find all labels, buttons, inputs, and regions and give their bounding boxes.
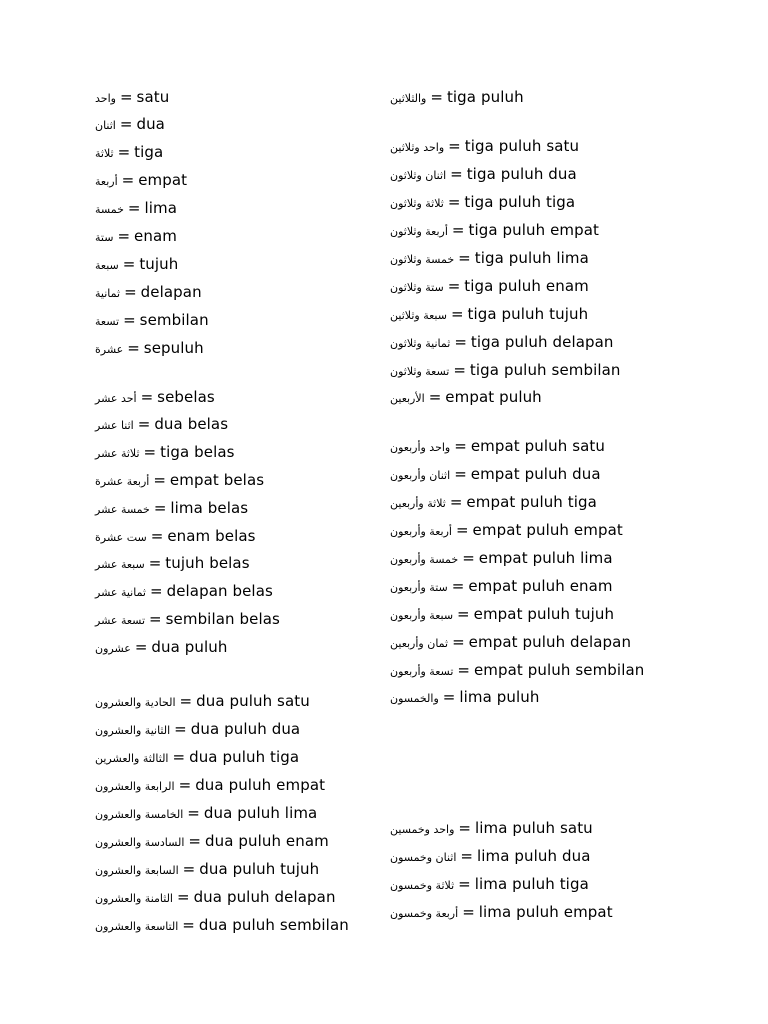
arabic-numeral-word: الثالثة والعشرين <box>95 752 169 765</box>
indonesian-numeral-word: dua puluh sembilan <box>198 916 349 934</box>
number-entry <box>95 691 310 711</box>
arabic-numeral-word: أربعة وأربعون <box>390 525 452 538</box>
equals-sign: = <box>137 415 151 433</box>
indonesian-numeral-word: enam <box>134 227 177 245</box>
equals-sign: = <box>454 465 467 483</box>
indonesian-numeral-word: lima puluh satu <box>475 819 593 837</box>
number-entry <box>95 114 165 134</box>
equals-sign: = <box>428 388 442 406</box>
indonesian-numeral-word: lima puluh empat <box>478 903 613 921</box>
equals-sign: = <box>117 227 131 245</box>
number-entry <box>390 87 524 107</box>
number-entry <box>95 859 319 879</box>
number-entry <box>390 520 623 540</box>
equals-sign: = <box>124 283 137 301</box>
arabic-numeral-word: الأربعين <box>390 392 425 405</box>
indonesian-numeral-word: empat puluh <box>445 388 542 406</box>
indonesian-numeral-word: tiga belas <box>160 443 235 461</box>
number-entry <box>390 902 613 922</box>
indonesian-numeral-word: dua puluh delapan <box>193 888 336 906</box>
indonesian-numeral-word: dua puluh <box>151 638 228 656</box>
indonesian-numeral-word: empat puluh dua <box>470 465 601 483</box>
arabic-numeral-word: اثنان <box>95 119 116 132</box>
arabic-numeral-word: ستة <box>95 231 114 244</box>
indonesian-numeral-word: dua puluh tiga <box>189 748 300 766</box>
arabic-numeral-word: ستة وثلاثون <box>390 281 444 294</box>
indonesian-numeral-word: empat <box>138 171 188 189</box>
arabic-numeral-word: ست عشرة <box>95 531 147 544</box>
indonesian-numeral-word: tujuh <box>139 255 179 273</box>
number-entry <box>95 226 177 246</box>
equals-sign: = <box>119 115 133 133</box>
arabic-numeral-word: التاسعة والعشرون <box>95 920 179 933</box>
equals-sign: = <box>450 165 463 183</box>
arabic-numeral-word: أربعة وخمسون <box>390 907 459 920</box>
equals-sign: = <box>182 916 195 934</box>
arabic-numeral-word: ثمانية <box>95 287 121 300</box>
arabic-numeral-word: اثنا عشر <box>95 419 134 432</box>
arabic-numeral-word: ثمانية وثلاثون <box>390 337 451 350</box>
indonesian-numeral-word: empat puluh lima <box>478 549 613 567</box>
number-entry <box>95 254 178 274</box>
equals-sign: = <box>450 305 464 323</box>
number-entry <box>390 576 613 596</box>
number-entry <box>390 660 644 680</box>
indonesian-numeral-word: tiga puluh tiga <box>464 193 576 211</box>
number-entry <box>390 248 589 268</box>
number-entry <box>390 304 588 324</box>
indonesian-numeral-word: dua puluh tujuh <box>199 860 320 878</box>
indonesian-numeral-word: dua puluh lima <box>203 804 318 822</box>
arabic-numeral-word: ثلاثة وخمسون <box>390 879 455 892</box>
indonesian-numeral-word: tiga puluh enam <box>464 277 589 295</box>
equals-sign: = <box>430 88 443 106</box>
arabic-numeral-word: اثنان وثلاثون <box>390 169 447 182</box>
equals-sign: = <box>150 582 163 600</box>
arabic-numeral-word: واحد وأربعون <box>390 441 451 454</box>
indonesian-numeral-word: empat puluh tiga <box>466 493 597 511</box>
indonesian-numeral-word: sembilan belas <box>165 610 280 628</box>
number-entry <box>390 846 591 866</box>
indonesian-numeral-word: tiga puluh lima <box>474 249 589 267</box>
indonesian-numeral-word: tiga puluh satu <box>464 137 580 155</box>
arabic-numeral-word: السادسة والعشرون <box>95 836 185 849</box>
arabic-numeral-word: الثامنة والعشرون <box>95 892 173 905</box>
arabic-numeral-word: واحد <box>95 92 116 105</box>
equals-sign: = <box>462 903 475 921</box>
arabic-numeral-word: سبعة وثلاثين <box>390 309 447 322</box>
equals-sign: = <box>179 692 193 710</box>
indonesian-numeral-word: sebelas <box>157 388 215 406</box>
number-entry <box>390 687 539 707</box>
number-entry <box>95 414 228 434</box>
number-entry <box>95 637 228 657</box>
equals-sign: = <box>153 471 166 489</box>
indonesian-numeral-word: tiga puluh sembilan <box>469 361 621 379</box>
arabic-numeral-word: ثمانية عشر <box>95 586 146 599</box>
number-entry <box>390 360 621 380</box>
equals-sign: = <box>458 819 471 837</box>
indonesian-numeral-word: tiga puluh empat <box>468 221 600 239</box>
equals-sign: = <box>134 638 148 656</box>
number-entry <box>95 310 209 330</box>
number-entry <box>390 632 631 652</box>
arabic-numeral-word: ثمان وأربعين <box>390 637 449 650</box>
number-entry <box>95 915 349 935</box>
number-entry <box>95 526 256 546</box>
equals-sign: = <box>451 221 465 239</box>
indonesian-numeral-word: lima puluh tiga <box>474 875 589 893</box>
indonesian-numeral-word: empat puluh enam <box>468 577 613 595</box>
number-entry <box>95 470 264 490</box>
arabic-numeral-word: خمسة وثلاثون <box>390 253 455 266</box>
number-entry <box>95 609 280 629</box>
arabic-numeral-word: عشرون <box>95 642 131 655</box>
equals-sign: = <box>442 688 456 706</box>
arabic-numeral-word: تسعة <box>95 315 120 328</box>
indonesian-numeral-word: dua puluh satu <box>196 692 310 710</box>
arabic-numeral-word: والخمسون <box>390 692 439 705</box>
arabic-numeral-word: ثلاثة <box>95 147 114 160</box>
arabic-numeral-word: واحد وخمسين <box>390 823 455 836</box>
number-entry <box>95 747 299 767</box>
equals-sign: = <box>460 847 473 865</box>
equals-sign: = <box>127 199 141 217</box>
arabic-numeral-word: أربعة <box>95 175 118 188</box>
arabic-numeral-word: واحد وثلاثين <box>390 141 445 154</box>
arabic-numeral-word: اثنان وخمسون <box>390 851 457 864</box>
indonesian-numeral-word: tiga <box>134 143 164 161</box>
number-entry <box>390 192 575 212</box>
indonesian-numeral-word: empat puluh delapan <box>468 633 632 651</box>
arabic-numeral-word: سبعة وأربعون <box>390 609 454 622</box>
arabic-numeral-word: السابعة والعشرون <box>95 864 179 877</box>
number-entry <box>390 332 614 352</box>
number-entry <box>390 387 542 407</box>
arabic-numeral-word: خمسة عشر <box>95 503 150 516</box>
number-entry <box>95 338 204 358</box>
number-entry <box>95 442 235 462</box>
number-entry <box>390 136 579 156</box>
number-entry <box>390 604 614 624</box>
indonesian-numeral-word: enam belas <box>167 527 256 545</box>
equals-sign: = <box>182 860 196 878</box>
number-entry <box>95 719 300 739</box>
equals-sign: = <box>458 249 471 267</box>
equals-sign: = <box>121 171 135 189</box>
indonesian-numeral-word: empat puluh tujuh <box>473 605 615 623</box>
indonesian-numeral-word: dua puluh enam <box>204 832 329 850</box>
indonesian-numeral-word: lima puluh dua <box>477 847 591 865</box>
arabic-numeral-word: ثلاثة وأربعين <box>390 497 446 510</box>
indonesian-numeral-word: dua puluh dua <box>190 720 301 738</box>
equals-sign: = <box>452 633 465 651</box>
indonesian-numeral-word: tiga puluh dua <box>466 165 577 183</box>
number-entry <box>95 170 187 190</box>
number-entry <box>95 198 177 218</box>
indonesian-numeral-word: tiga puluh delapan <box>470 333 614 351</box>
indonesian-numeral-word: lima belas <box>170 499 249 517</box>
arabic-numeral-word: سبعة عشر <box>95 558 145 571</box>
number-entry <box>390 548 613 568</box>
equals-sign: = <box>176 888 190 906</box>
equals-sign: = <box>122 255 136 273</box>
equals-sign: = <box>188 832 201 850</box>
equals-sign: = <box>457 605 470 623</box>
arabic-numeral-word: ستة وأربعون <box>390 581 448 594</box>
equals-sign: = <box>127 339 140 357</box>
number-entry <box>95 553 250 573</box>
equals-sign: = <box>457 661 470 679</box>
number-entry <box>95 498 248 518</box>
indonesian-numeral-word: sepuluh <box>143 339 204 357</box>
number-entry <box>95 775 325 795</box>
equals-sign: = <box>178 776 192 794</box>
equals-sign: = <box>153 499 167 517</box>
indonesian-numeral-word: tiga puluh tujuh <box>467 305 589 323</box>
number-entry <box>95 803 317 823</box>
equals-sign: = <box>150 527 164 545</box>
arabic-numeral-word: الحادية والعشرون <box>95 696 176 709</box>
number-entry <box>390 220 599 240</box>
indonesian-numeral-word: dua belas <box>154 415 229 433</box>
number-entry <box>390 464 601 484</box>
number-entry <box>390 874 589 894</box>
equals-sign: = <box>454 437 467 455</box>
indonesian-numeral-word: empat puluh sembilan <box>473 661 645 679</box>
arabic-numeral-word: خمسة وأربعون <box>390 553 459 566</box>
equals-sign: = <box>123 311 136 329</box>
number-entry <box>95 887 336 907</box>
arabic-numeral-word: ثلاثة وثلاثون <box>390 197 444 210</box>
arabic-numeral-word: تسعة وثلاثون <box>390 365 450 378</box>
equals-sign: = <box>453 361 466 379</box>
indonesian-numeral-word: dua <box>136 115 165 133</box>
arabic-numeral-word: الرابعة والعشرون <box>95 780 175 793</box>
equals-sign: = <box>149 610 162 628</box>
arabic-numeral-word: أحد عشر <box>95 392 137 405</box>
equals-sign: = <box>448 137 461 155</box>
indonesian-numeral-word: delapan belas <box>166 582 273 600</box>
equals-sign: = <box>187 804 200 822</box>
number-entry <box>390 276 589 296</box>
equals-sign: = <box>174 720 187 738</box>
equals-sign: = <box>458 875 471 893</box>
indonesian-numeral-word: empat puluh empat <box>472 521 623 539</box>
arabic-numeral-word: والثلاثين <box>390 92 427 105</box>
arabic-numeral-word: عشرة <box>95 343 124 356</box>
equals-sign: = <box>148 554 162 572</box>
arabic-numeral-word: أربعة وثلاثون <box>390 225 448 238</box>
indonesian-numeral-word: sembilan <box>139 311 209 329</box>
equals-sign: = <box>117 143 131 161</box>
indonesian-numeral-word: satu <box>136 88 170 106</box>
number-entry <box>95 387 215 407</box>
number-entry <box>95 87 169 107</box>
arabic-numeral-word: خمسة <box>95 203 124 216</box>
equals-sign: = <box>454 333 467 351</box>
equals-sign: = <box>447 277 461 295</box>
arabic-numeral-word: تسعة عشر <box>95 614 146 627</box>
equals-sign: = <box>455 521 469 539</box>
number-entry <box>95 142 163 162</box>
arabic-numeral-word: الخامسة والعشرون <box>95 808 184 821</box>
number-entry <box>95 831 329 851</box>
indonesian-numeral-word: lima <box>144 199 177 217</box>
arabic-numeral-word: اثنان وأربعون <box>390 469 451 482</box>
equals-sign: = <box>449 493 463 511</box>
equals-sign: = <box>143 443 157 461</box>
number-entry <box>390 818 593 838</box>
equals-sign: = <box>140 388 154 406</box>
arabic-numeral-word: سبعة <box>95 259 119 272</box>
number-entry <box>95 581 273 601</box>
equals-sign: = <box>447 193 461 211</box>
arabic-numeral-word: تسعة وأربعون <box>390 665 454 678</box>
indonesian-numeral-word: tujuh belas <box>165 554 250 572</box>
indonesian-numeral-word: dua puluh empat <box>195 776 326 794</box>
indonesian-numeral-word: tiga puluh <box>446 88 524 106</box>
number-entry <box>390 492 597 512</box>
indonesian-numeral-word: lima puluh <box>459 688 540 706</box>
arabic-numeral-word: ثلاثة عشر <box>95 447 140 460</box>
indonesian-numeral-word: empat puluh satu <box>470 437 606 455</box>
number-entry <box>390 164 577 184</box>
equals-sign: = <box>172 748 186 766</box>
number-entry <box>95 282 202 302</box>
equals-sign: = <box>462 549 475 567</box>
indonesian-numeral-word: delapan <box>140 283 202 301</box>
equals-sign: = <box>119 88 133 106</box>
arabic-numeral-word: الثانية والعشرون <box>95 724 171 737</box>
arabic-numeral-word: أربعة عشرة <box>95 475 150 488</box>
equals-sign: = <box>451 577 465 595</box>
number-entry <box>390 436 605 456</box>
indonesian-numeral-word: empat belas <box>169 471 265 489</box>
